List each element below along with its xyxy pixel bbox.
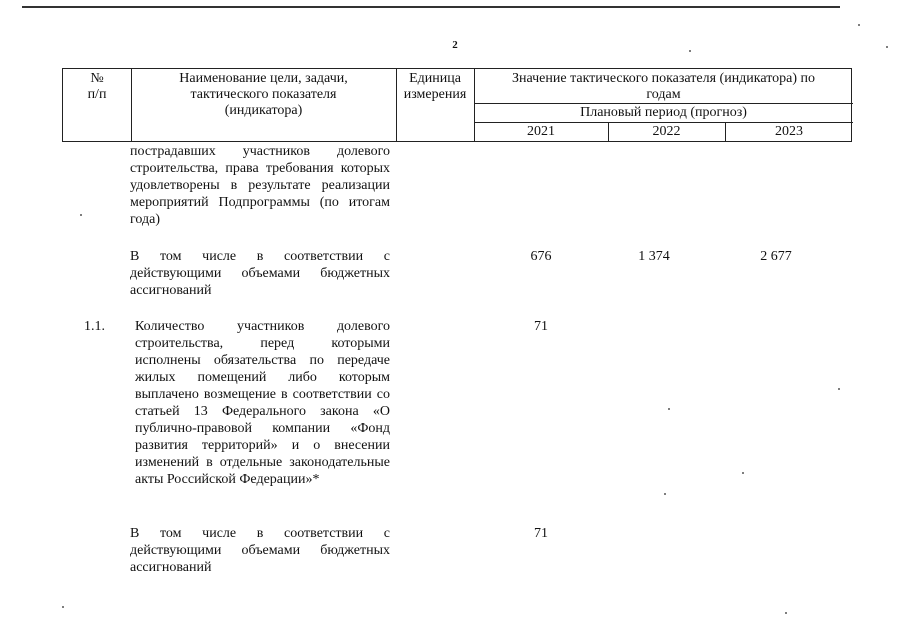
row-value-2021: 676 — [530, 249, 552, 264]
scan-speck — [742, 472, 744, 474]
row-value-2021: 71 — [534, 319, 548, 334]
scan-speck — [80, 214, 82, 216]
page-number: 2 — [452, 39, 458, 51]
header-unit: Единица измерения — [403, 71, 467, 102]
scan-speck — [664, 493, 666, 495]
scan-speck — [785, 612, 787, 614]
header-year-2022: 2022 — [652, 124, 681, 139]
scan-speck — [886, 46, 888, 48]
table-header — [62, 68, 852, 142]
scan-speck — [689, 50, 691, 52]
row-text: пострадавших участников долевого строительства, права требования которых удовлетворены в результате реализации мероприятий Подпрограммы (по итогам года) — [130, 144, 390, 227]
row-text: В том числе в соответствии с действующими объемами бюджетных ассигнований — [130, 249, 390, 298]
scan-speck — [858, 24, 860, 26]
row-value-2021: 71 — [534, 526, 548, 541]
header-value: Значение тактического показателя (индикатора) по годам — [511, 71, 816, 102]
row-value-2022: 1 374 — [638, 249, 670, 264]
header-divider — [474, 122, 853, 123]
header-year-2021: 2021 — [527, 124, 555, 139]
header-divider — [474, 103, 853, 104]
header-name: Наименование цели, задачи, тактического показателя (индикатора) — [179, 71, 348, 118]
scan-speck — [668, 408, 670, 410]
header-year-2023: 2023 — [775, 124, 803, 139]
row-text: Количество участников долевого строительства, перед которыми исполнены обязательства по передаче жилых помещений либо которым выплачено возмещение в соответствии со статьей 13 Федерального закона «О публично-правовой компании «Фонд развития территорий» и о внесении изменений в отдельные законодательные акты Российской Федерации»* — [135, 319, 390, 487]
row-value-2023: 2 677 — [760, 249, 792, 264]
scan-speck — [838, 388, 840, 390]
row-number: 1.1. — [84, 319, 105, 334]
scan-top-line — [22, 6, 840, 8]
scan-speck — [62, 606, 64, 608]
header-number: № п/п — [87, 71, 107, 102]
row-text: В том числе в соответствии с действующими объемами бюджетных ассигнований — [130, 526, 390, 575]
header-plan-period: Плановый период (прогноз) — [580, 105, 747, 120]
